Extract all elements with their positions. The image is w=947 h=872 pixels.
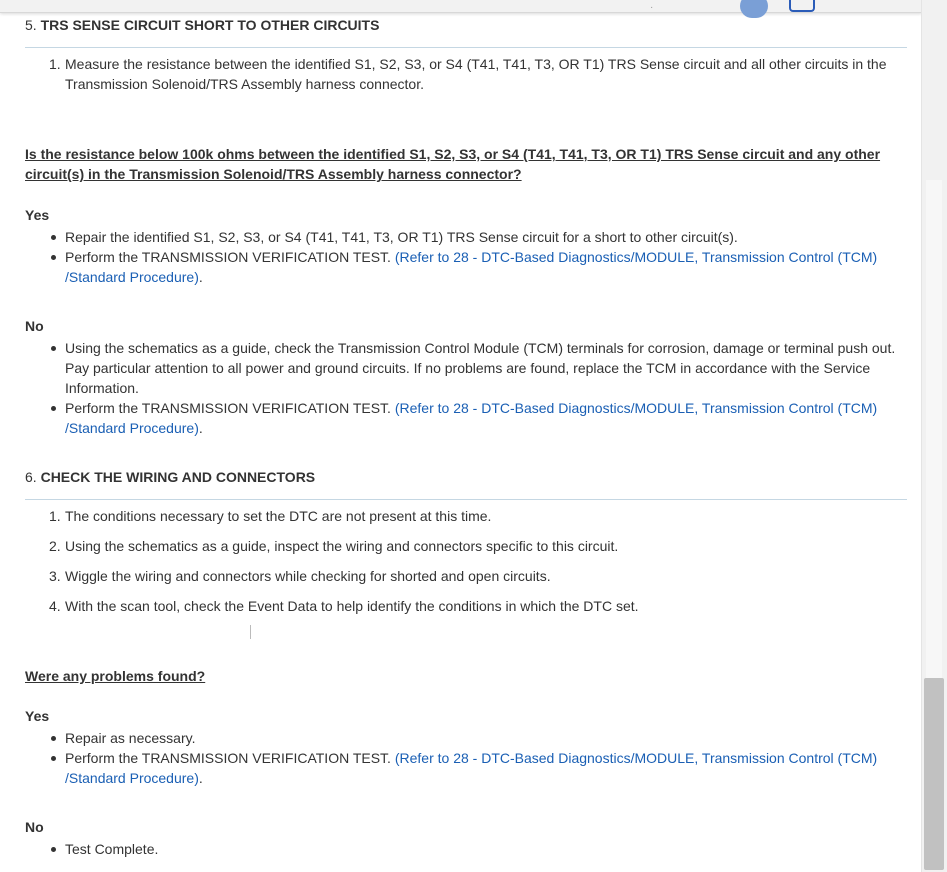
list-item: Repair as necessary. xyxy=(25,728,910,748)
instruction-item: 3. Wiggle the wiring and connectors while checking for shorted and open circuits. xyxy=(49,568,551,584)
step-5-divider xyxy=(25,47,907,48)
list-item: Repair the identified S1, S2, S3, or S4 (T41, T41, T3, OR T1) TRS Sense circuit for a short to other circuit(s). xyxy=(25,227,910,247)
text-cursor xyxy=(250,625,251,639)
step-5-instructions xyxy=(25,54,910,94)
notes-icon[interactable] xyxy=(789,0,815,12)
step-6-instructions xyxy=(25,506,910,616)
list-item: Perform the TRANSMISSION VERIFICATION TEST. (Refer to 28 - DTC-Based Diagnostics/MODULE, Transmission Control (TCM) /Standard Procedure). xyxy=(25,748,910,788)
scrollbar-thumb[interactable] xyxy=(924,678,944,870)
user-avatar[interactable] xyxy=(740,0,768,18)
step-6-no-list xyxy=(25,839,910,859)
list-item: Using the schematics as a guide, check the Transmission Control Module (TCM) terminals for corrosion, damage or terminal push out. Pay particular attention to all power and ground circuits. If no problems are found, replace the TCM in accordance with the Service Information. xyxy=(25,338,910,398)
refer-procedure-link[interactable]: (Refer to 28 - DTC-Based Diagnostics/MODULE, Transmission Control (TCM) /Standard Procedure) xyxy=(65,249,878,285)
instruction-item: 4. With the scan tool, check the Event Data to help identify the conditions in which the DTC set. xyxy=(49,598,639,614)
step-6-divider xyxy=(25,499,907,500)
vertical-scrollbar[interactable] xyxy=(921,0,947,872)
step-5-yes-label: Yes xyxy=(25,207,50,223)
step-5-no-list xyxy=(25,338,910,438)
step-6-heading: 6. CHECK THE WIRING AND CONNECTORS xyxy=(25,469,316,485)
step-5-no-label: No xyxy=(25,318,44,334)
toolbar-separator: · xyxy=(650,2,654,13)
step-6-question: Were any problems found? xyxy=(25,668,206,684)
step-6-yes-label: Yes xyxy=(25,708,50,724)
scrollbar-track xyxy=(926,180,942,680)
instruction-item: 2. Using the schematics as a guide, inspect the wiring and connectors specific to this circuit. xyxy=(49,538,619,554)
step-6-yes-list xyxy=(25,728,910,788)
step-5-heading: 5. TRS SENSE CIRCUIT SHORT TO OTHER CIRCUITS xyxy=(25,17,380,33)
top-toolbar xyxy=(0,0,922,13)
step-6-no-label: No xyxy=(25,819,44,835)
list-item: Perform the TRANSMISSION VERIFICATION TEST. (Refer to 28 - DTC-Based Diagnostics/MODULE, Transmission Control (TCM) /Standard Procedure). xyxy=(25,398,910,438)
list-item: Test Complete. xyxy=(25,839,910,859)
step-5-yes-list xyxy=(25,227,910,287)
instruction-item: 1. Measure the resistance between the identified S1, S2, S3, or S4 (T41, T41, T3, OR T1) TRS Sense circuit and all other circuits in the Transmission Solenoid/TRS Assembly harness connector. xyxy=(49,56,887,92)
refer-procedure-link[interactable]: (Refer to 28 - DTC-Based Diagnostics/MODULE, Transmission Control (TCM) /Standard Procedure) xyxy=(65,750,878,786)
list-item: Perform the TRANSMISSION VERIFICATION TEST. (Refer to 28 - DTC-Based Diagnostics/MODULE, Transmission Control (TCM) /Standard Procedure). xyxy=(25,247,910,287)
instruction-item: 1. The conditions necessary to set the DTC are not present at this time. xyxy=(49,508,492,524)
step-5-question: Is the resistance below 100k ohms between the identified S1, S2, S3, or S4 (T41, T41, T3, OR T1) TRS Sense circuit and any other circuit(s) in the Transmission Solenoid/TRS Assembly harness connector? xyxy=(25,146,881,182)
refer-procedure-link[interactable]: (Refer to 28 - DTC-Based Diagnostics/MODULE, Transmission Control (TCM) /Standard Procedure) xyxy=(65,400,878,436)
